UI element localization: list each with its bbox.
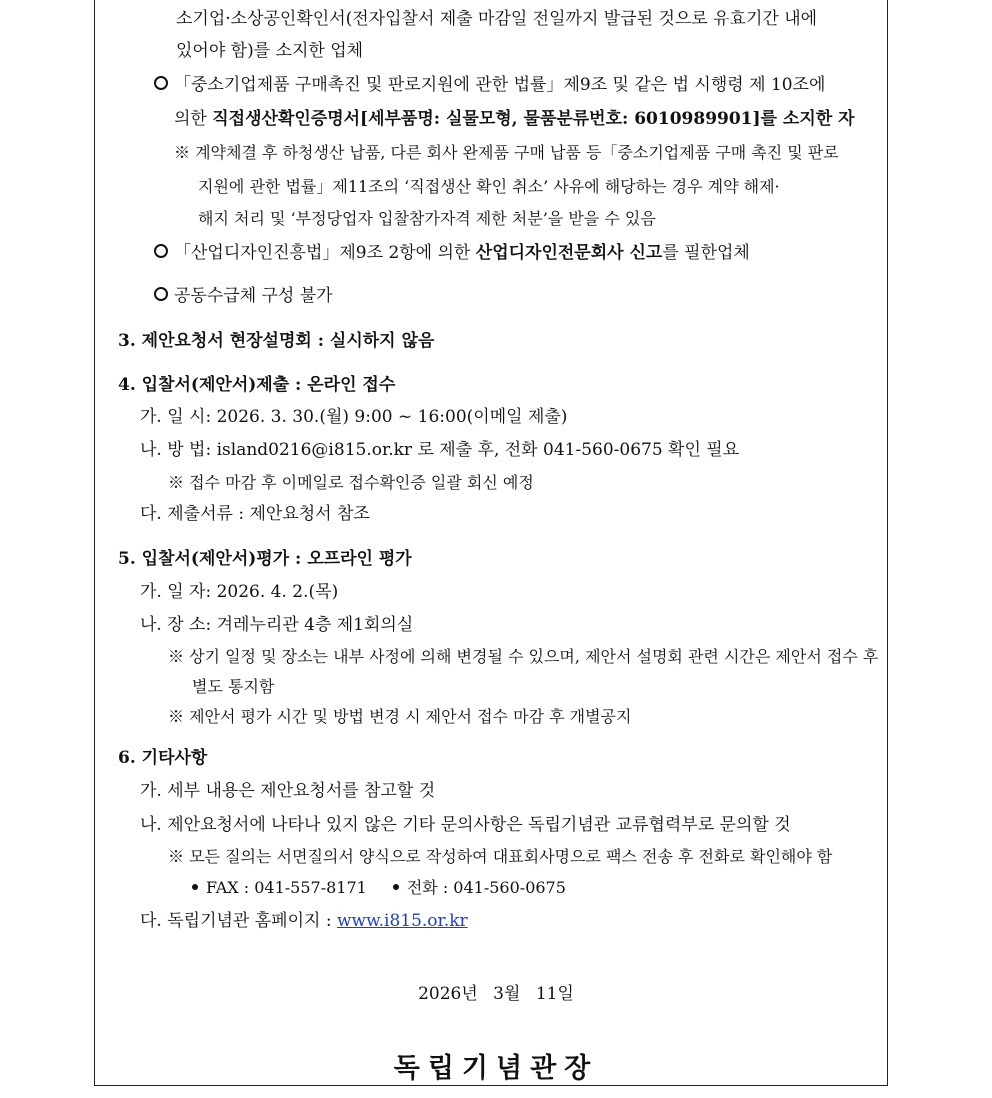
circle-bullet-icon <box>154 76 168 90</box>
text-line-1: 소기업·소상공인확인서(전자입찰서 제출 마감일 전일까지 발급된 것으로 유효기간 내에 <box>176 9 818 29</box>
section-5-note-2: ※ 제안서 평가 시간 및 방법 변경 시 제안서 접수 마감 후 개별공지 <box>168 707 632 726</box>
bullet-item-direct-production <box>154 74 825 96</box>
text-normal: 「산업디자인진흥법」제9조 2항에 의한 <box>174 243 476 263</box>
bullet-text: 「중소기업제품 구매촉진 및 판로지원에 관한 법률」제9조 및 같은 법 시행령 제 10조에 <box>174 75 826 95</box>
section-6-item-c <box>140 910 468 932</box>
bullet-item-consortium <box>154 285 333 307</box>
section-5-place: 나. 장 소: 겨레누리관 4층 제1회의실 <box>140 615 414 635</box>
text-normal: 의한 <box>174 109 213 129</box>
section-4-datetime: 가. 일 시: 2026. 3. 30.(월) 9:00 ~ 16:00(이메일 제출) <box>140 407 568 427</box>
phone-number: 전화 : 041-560-0675 <box>406 878 566 897</box>
note-line-2: 지원에 관한 법률」제11조의 ‘직접생산 확인 취소’ 사유에 해당하는 경우 계약 해제· <box>198 177 780 196</box>
bullet-item-design-company <box>154 242 750 264</box>
fax-number: FAX : 041-557-8171 <box>206 878 367 897</box>
bullet-dot-icon <box>393 884 399 890</box>
section-6-item-b: 나. 제안요청서에 나타나 있지 않은 기타 문의사항은 독립기념관 교류협력부로 문의할 것 <box>140 815 791 835</box>
section-4-documents: 다. 제출서류 : 제안요청서 참조 <box>140 504 370 524</box>
document-date: 2026년 3월 11일 <box>418 984 574 1004</box>
section-6-item-a: 가. 세부 내용은 제안요청서를 참고할 것 <box>140 781 436 801</box>
homepage-label: 다. 독립기념관 홈페이지 : <box>140 911 337 931</box>
section-3-title: 3. 제안요청서 현장설명회 : 실시하지 않음 <box>118 331 435 351</box>
circle-bullet-icon <box>154 244 168 258</box>
homepage-link[interactable]: www.i815.or.kr <box>336 911 468 931</box>
section-6-contacts <box>192 877 566 899</box>
section-6-note: ※ 모든 질의는 서면질의서 양식으로 작성하여 대표회사명으로 팩스 전송 후 전화로 확인해야 함 <box>168 847 833 866</box>
section-4-title: 4. 입찰서(제안서)제출 : 온라인 접수 <box>118 375 396 395</box>
section-4-method: 나. 방 법: island0216@i815.or.kr 로 제출 후, 전화 041-560-0675 확인 필요 <box>140 440 740 460</box>
bullet-dot-icon <box>192 884 198 890</box>
text-bold: 산업디자인전문회사 신고 <box>475 243 663 263</box>
section-6-title: 6. 기타사항 <box>118 748 208 768</box>
section-5-note-1a: ※ 상기 일정 및 장소는 내부 사정에 의해 변경될 수 있으며, 제안서 설명회 관련 시간은 제안서 접수 후 <box>168 647 879 666</box>
circle-bullet-icon <box>154 287 168 301</box>
text-line-2: 있어야 함)를 소지한 업체 <box>176 41 364 61</box>
section-4-note: ※ 접수 마감 후 이메일로 접수확인증 일괄 회신 예정 <box>168 473 534 492</box>
issuer-signature: 독립기념관장 <box>393 1053 599 1084</box>
section-5-date: 가. 일 자: 2026. 4. 2.(목) <box>140 582 339 602</box>
text-bold: 직접생산확인증명서[세부품명: 실물모형, 물품분류번호: 6010989901]를 소지한 자 <box>212 109 855 129</box>
text-normal: 를 필한업체 <box>662 243 750 263</box>
note-line-3: 해지 처리 및 ‘부정당업자 입찰참가자격 제한 처분’을 받을 수 있음 <box>198 209 656 228</box>
note-line-1: ※ 계약체결 후 하청생산 납품, 다른 회사 완제품 구매 납품 등「중소기업제품 구매 촉진 및 판로 <box>174 143 839 162</box>
text-line-4 <box>174 108 855 130</box>
bullet-text: 공동수급체 구성 불가 <box>174 286 333 306</box>
section-5-note-1b: 별도 통지함 <box>192 677 275 696</box>
section-5-title: 5. 입찰서(제안서)평가 : 오프라인 평가 <box>118 549 412 569</box>
